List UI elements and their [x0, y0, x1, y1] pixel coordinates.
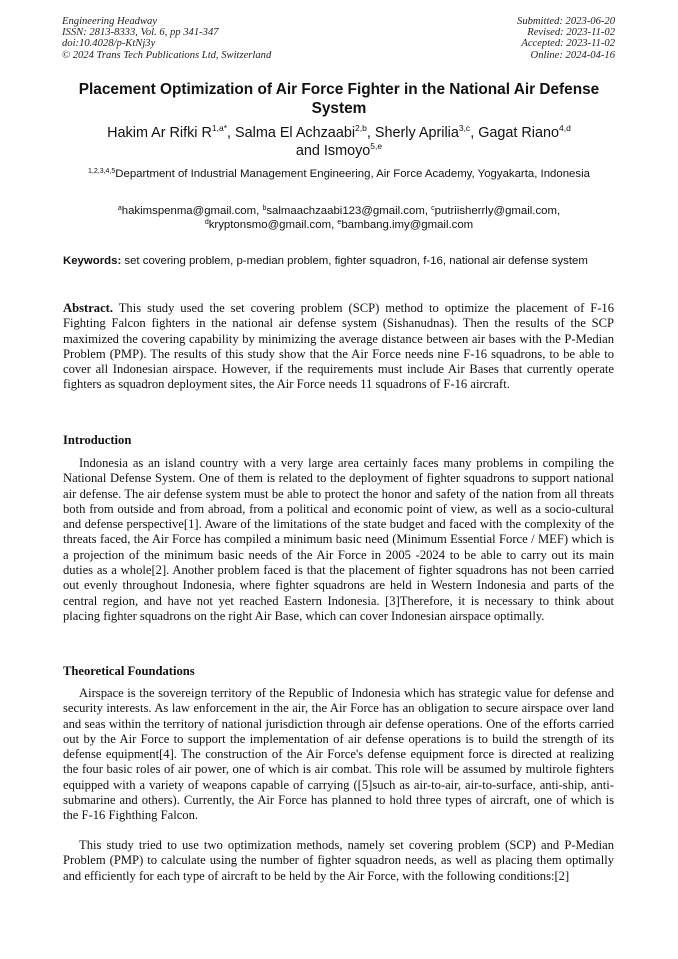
affiliation: $^{1,2,3,4,5}$Department of Industrial Management Engineering, Air Force Academy, Yogyakarta, Indonesia — [88, 168, 590, 180]
email[interactable]: $^a$hakimspenma@gmail.com — [117, 205, 257, 217]
journal-info — [62, 16, 271, 61]
section-heading-theoretical-foundations: Theoretical Foundations — [63, 664, 195, 678]
abstract-text: This study used the set covering problem (SCP) method to optimize the placement of F-16 Fighting Falcon fighters in the national air defense system (Sishanudnas). Then the results of the SCP maximized the covering capability by minimizing the average distance between air bases with the P-Median Problem (PMP). The results of this study show that the Air Force needs nine F-16 squadrons, to be able to cover all Indonesian airspace. However, if the requirements must include Air Bases that currently operate fighters as squadron deployment sites, the Air Force needs 11 squadrons of F-16 aircraft. — [63, 301, 614, 392]
author: and Ismoyo$^{5,e}$ — [295, 141, 383, 159]
email[interactable]: $^c$putriisherrly@gmail.com — [431, 205, 557, 217]
author: Gagat Riano$^{4,d}$ — [478, 123, 571, 141]
paragraph: Indonesia as an island country with a very large area certainly faces many problems in compiling the National Defense System. One of them is related to the deployment of fighter squadrons to support national air defense. The air defense system must be able to protect the honor and safety of the nation from all threats both from outside and from abroad, from a political and economic point of view, as well as a socio-cultural and defense perspective[1]. Aware of the limitations of the state budget and faced with the complexity of the threats faced, the Air Force has compiled a minimum basic need (Minimum Essential Force / MEF) which is a projection of the minimum basic needs of the Air Force in 2005 -2024 to be able to carry out its main duties as a whole[2]. Another problem faced is that the placement of fighter squadrons has not been carried out evenly throughout Indonesia, where fighter squadrons are held in Western Indonesia and parts of the central region, and have not yet reached Eastern Indonesia. [3]Therefore, it is necessary to think about placing fighter squadrons on the right Air Base, which can cover Indonesian airspace optimally. — [63, 456, 614, 623]
author-list — [62, 124, 616, 160]
accepted-date: Accepted: 2023-11-02 — [521, 38, 615, 50]
author: Salma El Achzaabi$^{2,b}$, — [235, 123, 375, 141]
abstract — [63, 301, 614, 393]
paragraph: This study tried to use two optimization methods, namely set covering problem (SCP) and P-Median Problem (PMP) to calculate using the number of fighter squadron needs, as well as placing them optimally and efficiently for each type of aircraft to be held by the Air Force, with the following conditions:[2] — [63, 838, 614, 883]
paper-title: Placement Optimization of Air Force Fighter in the National Air Defense System — [78, 81, 600, 117]
author: Sherly Aprilia$^{3,c}$, — [374, 123, 479, 141]
doi: doi:10.4028/p-KtNj3y — [62, 38, 156, 50]
abstract-label: Abstract. — [63, 301, 114, 315]
email[interactable]: $^e$bambang.imy@gmail.com — [337, 219, 474, 231]
publication-dates — [517, 16, 615, 61]
online-date: Online: 2024-04-16 — [530, 49, 615, 61]
author: Hakim Ar Rifki $R^{1,a*}$, — [107, 123, 236, 141]
submitted-date: Submitted: 2023-06-20 — [517, 16, 615, 27]
issn-volume: ISSN: 2813-8333, Vol. 6, pp 341-347 — [62, 27, 219, 39]
email-list: $^a$hakimspenma@gmail.com, $^b$salmaachzaabi123@gmail.com, $^c$putriisherrly@gmail.com, $^d$kryptonsmo@gmail.com, $^e$bambang.imy@gmail.com — [117, 205, 561, 231]
keywords-label: Keywords: — [63, 255, 122, 267]
keywords — [63, 255, 614, 269]
paragraph: Airspace is the sovereign territory of the Republic of Indonesia which has strategic value for defense and security interests. As law enforcement in the air, the Air Force has an obligation to secure airspace over land and seas within the territory of national jurisdiction through air defense operations. One of the efforts carried out by the Air Force to support the implementation of air defense operations is to build the strength of its defense equipment[4]. The construction of the Air Force's defense equipment force is directed at realizing the four basic roles of air power, one of which is air combat. This role will be assumed by multirole fighters equipped with a variety of weapons capable of carrying ([5]such as air-to-air, air-to-surface, anti-ship, anti-submarine and others). Currently, the Air Force has planned to hold three types of aircraft, one of which is the F-16 Fighthing Falcon. — [63, 686, 614, 823]
section-heading-introduction: Introduction — [63, 433, 132, 447]
keywords-text: set covering problem, p-median problem, fighter squadron, f-16, national air defense system — [121, 255, 588, 267]
revised-date: Revised: 2023-11-02 — [527, 27, 615, 39]
copyright: © 2024 Trans Tech Publications Ltd, Switzerland — [62, 49, 272, 61]
email[interactable]: $^b$salmaachzaabi123@gmail.com — [262, 205, 425, 217]
journal-name: Engineering Headway — [62, 16, 158, 27]
email[interactable]: $^d$kryptonsmo@gmail.com — [204, 219, 332, 231]
